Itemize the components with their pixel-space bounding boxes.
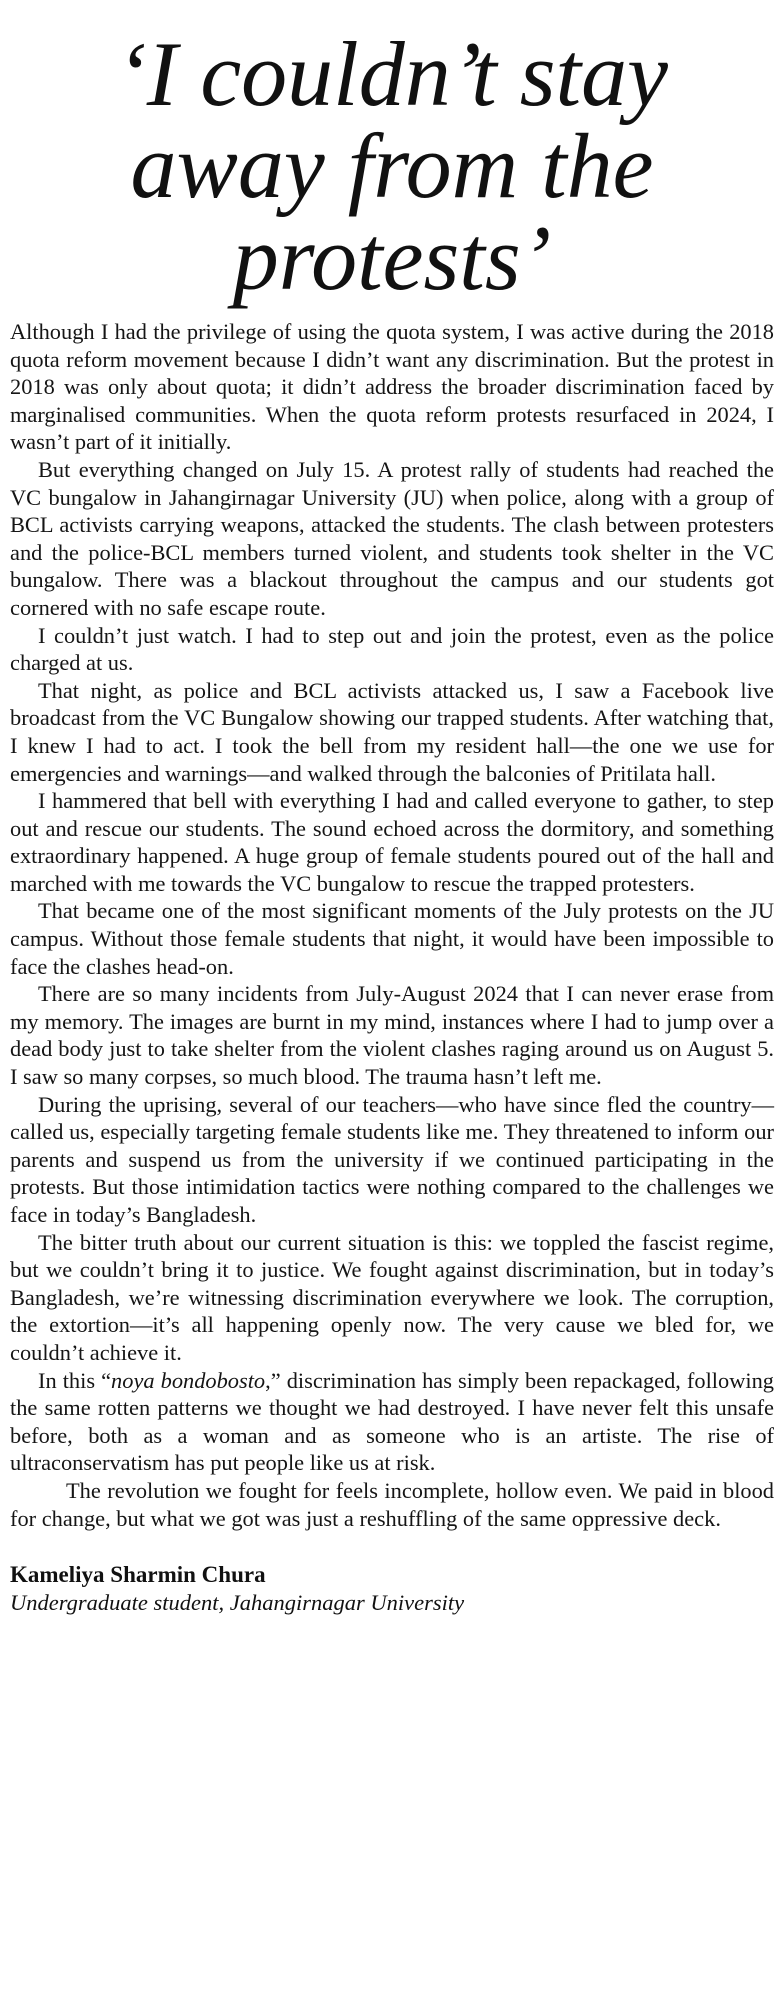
italic-term: noya bondobosto: [111, 1367, 266, 1393]
byline: [10, 1560, 774, 1617]
author-name: Kameliya Sharmin Chura: [10, 1562, 266, 1588]
headline-line: protests’: [232, 207, 552, 309]
paragraph: During the uprising, several of our teachers—who have since fled the country—called us, especially targeting female students like me. They threatened to inform our parents and suspend us from the university if we continued participating in the protests. But those intimidation tactics were nothing compared to the challenges we face in today’s Bangladesh.: [10, 1091, 774, 1227]
paragraph: Although I had the privilege of using the quota system, I was active during the 2018 quota reform movement because I didn’t want any discrimination. But the protest in 2018 was only about quota; it didn’t address the broader discrimination faced by marginalised communities. When the quota reform protests resurfaced in 2024, I wasn’t part of it initially.: [10, 319, 774, 455]
headline: [10, 14, 774, 309]
paragraph-text: In this “: [38, 1367, 112, 1393]
paragraph: That became one of the most significant moments of the July protests on the JU campus. Without those female students that night, it would have been impossible to face the clashes head-on.: [10, 898, 774, 979]
author-role: Undergraduate student, Jahangirnagar University: [10, 1590, 465, 1616]
paragraph: The bitter truth about our current situation is this: we toppled the fascist regime, but we couldn’t bring it to justice. We fought against discrimination, but in today’s Bangladesh, we’re witnessing discrimination everywhere we look. The corruption, the extortion—it’s all happening openly now. The very cause we bled for, we couldn’t achieve it.: [10, 1229, 774, 1365]
paragraph-text: ,” discrimination has simply been repackaged, following the same rotten patterns we thought we had destroyed. I have never felt this unsafe before, both as a woman and as someone who is an artiste. The rise of ultraconservatism has put people like us at risk.: [10, 1367, 774, 1476]
paragraph: The revolution we fought for feels incomplete, hollow even. We paid in blood for change, but what we got was just a reshuffling of the same oppressive deck.: [10, 1477, 774, 1531]
paragraph: [10, 1367, 774, 1477]
article-body: [10, 318, 774, 1532]
paragraph: There are so many incidents from July-August 2024 that I can never erase from my memory. The images are burnt in my mind, instances where I had to jump over a dead body just to take shelter from the violent clashes raging around us on August 5. I saw so many corpses, so much blood. The trauma hasn’t left me.: [10, 981, 774, 1090]
headline-line: ‘I couldn’t stay: [116, 23, 668, 125]
paragraph: That night, as police and BCL activists attacked us, I saw a Facebook live broadcast from the VC Bungalow showing our trapped students. After watching that, I knew I had to act. I took the bell from my resident hall—the one we use for emergencies and warnings—and walked through the balconies of Pritilata hall.: [10, 677, 774, 786]
paragraph: But everything changed on July 15. A protest rally of students had reached the VC bungalow in Jahangirnagar University (JU) when police, along with a group of BCL activists carrying weapons, attacked the students. The clash between protesters and the police-BCL members turned violent, and students took shelter in the VC bungalow. There was a blackout throughout the campus and our students got cornered with no safe escape route.: [10, 456, 774, 620]
headline-line: away from the: [130, 115, 654, 217]
paragraph: I couldn’t just watch. I had to step out and join the protest, even as the police charged at us.: [10, 622, 774, 676]
paragraph: I hammered that bell with everything I had and called everyone to gather, to step out and rescue our students. The sound echoed across the dormitory, and something extraordinary happened. A huge group of female students poured out of the hall and marched with me towards the VC bungalow to rescue the trapped protesters.: [10, 788, 774, 896]
